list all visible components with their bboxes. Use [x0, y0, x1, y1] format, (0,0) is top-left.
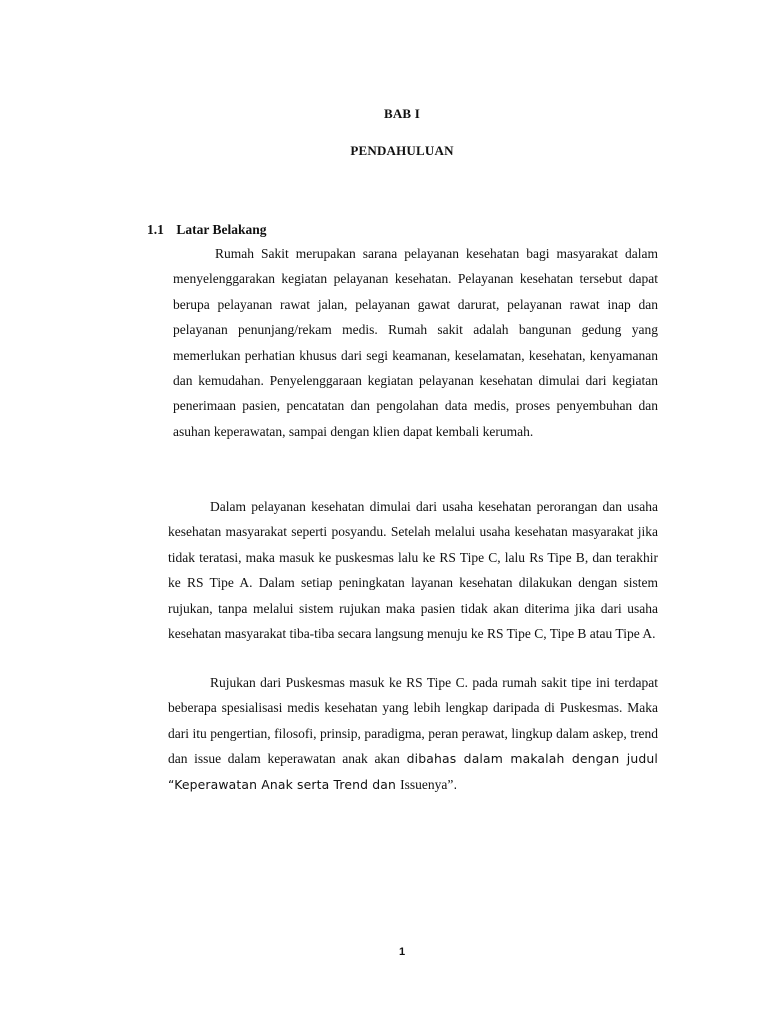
section-number: 1.1	[147, 222, 164, 237]
chapter-number: BAB I	[383, 106, 421, 121]
paragraph-2-block	[168, 494, 658, 646]
paragraph-3-period: .	[453, 776, 458, 792]
paragraph-3-tail: dibahas dalam makalah dengan judul “Keperawatan Anak serta Trend dan	[168, 751, 659, 792]
paragraph-1: Rumah Sakit merupakan sarana pelayanan kesehatan bagi masyarakat dalam menyelenggarakan kegiatan pelayanan kesehatan. Pelayanan kesehatan tersebut dapat berupa pelayanan rawat jalan, pelayanan gawat darurat, pelayanan rawat inap dan pelayanan penunjang/rekam medis. Rumah sakit adalah bangunan gedung yang memerlukan perhatian khusus dari segi keamanan, keselamatan, kesehatan, kenyamanan dan kemudahan. Penyelenggaraan kegiatan pelayanan kesehatan dimulai dari kegiatan penerimaan pasien, pencatatan dan pengolahan data medis, proses penyembuhan dan asuhan keperawatan, sampai dengan klien dapat kembali kerumah.	[173, 246, 658, 439]
paragraph-3-main: Rujukan dari Puskesmas masuk ke RS Tipe C. pada rumah sakit tipe ini terdapat beberapa spesialisasi medis kesehatan yang lebih lengkap daripada di Puskesmas. Maka dari itu pengertian, filosofi, prinsip, paradigma, peran perawat, lingkup dalam askep, trend dan issue dalam keperawatan anak akan	[168, 675, 658, 767]
page-number: 1	[398, 946, 406, 958]
paragraph-2: Dalam pelayanan kesehatan dimulai dari usaha kesehatan perorangan dan usaha kesehatan masyarakat seperti posyandu. Setelah melalui usaha kesehatan masyarakat jika tidak teratasi, maka masuk ke puskesmas lalu ke RS Tipe C, lalu Rs Tipe B, dan terakhir ke RS Tipe A. Dalam setiap peningkatan layanan kesehatan dilakukan dengan sistem rujukan, tanpa melalui sistem rujukan maka pasien tidak akan diterima jika dari usaha kesehatan masyarakat tiba-tiba secara langsung menuju ke RS Tipe C, Tipe B atau Tipe A.	[168, 499, 658, 642]
paragraph-3-end: Issuenya”	[400, 776, 454, 792]
paragraph-3-block	[168, 670, 658, 797]
paragraph-3	[168, 670, 658, 797]
paragraph-1-block	[173, 241, 658, 444]
section-heading	[147, 222, 267, 238]
section-title: Latar Belakang	[176, 222, 267, 237]
chapter-title: PENDAHULUAN	[350, 143, 454, 158]
